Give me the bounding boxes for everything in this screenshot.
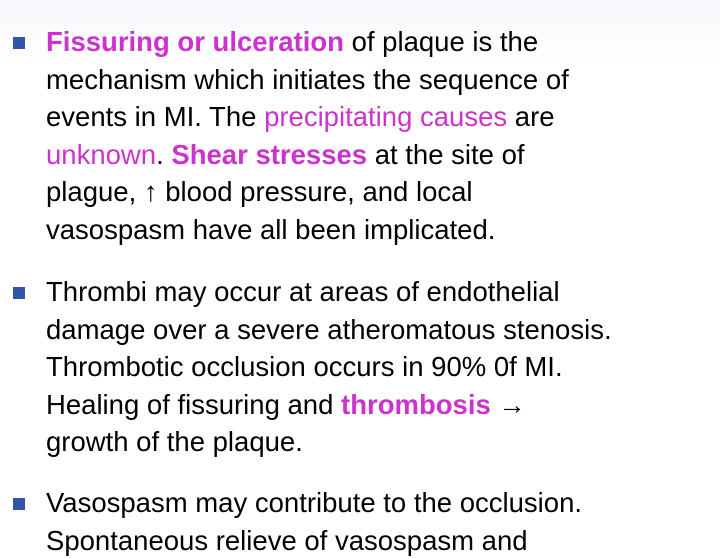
text-run: Thrombi may occur at areas of endothelial <box>46 276 560 307</box>
square-bullet-icon <box>13 287 25 299</box>
bullet-text <box>46 23 718 249</box>
text-run: → <box>490 388 526 420</box>
text-line <box>46 484 718 522</box>
highlighted-text: precipitating causes <box>264 101 508 133</box>
highlighted-text: Fissuring or ulceration <box>46 26 344 57</box>
text-run: at the site of <box>367 138 525 170</box>
text-run: damage over a severe atheromatous stenosis. <box>46 313 612 345</box>
text-run: mechanism which initiates the sequence of <box>46 63 569 95</box>
text-run: Spontaneous relieve of vasospasm and <box>46 524 528 556</box>
text-line <box>46 173 718 211</box>
highlighted-text: thrombosis <box>341 388 491 420</box>
text-line <box>46 386 718 424</box>
square-bullet-icon <box>13 37 25 49</box>
text-run: Vasospasm may contribute to the occlusion. <box>46 487 583 518</box>
text-line <box>46 423 718 461</box>
highlighted-text: Shear stresses <box>171 138 368 170</box>
text-line <box>46 348 718 386</box>
text-line <box>46 211 718 249</box>
text-line <box>46 61 718 99</box>
highlighted-text: unknown <box>46 138 157 170</box>
text-line <box>46 23 718 61</box>
square-bullet-icon <box>13 498 25 510</box>
text-line <box>46 311 718 349</box>
bullet-text <box>46 273 718 461</box>
text-run: Thrombotic occlusion occurs in 90% 0f MI. <box>46 351 563 383</box>
text-run: events in MI. The <box>46 101 265 133</box>
text-run: growth of the plaque. <box>46 426 303 458</box>
text-run: plague, ↑ blood pressure, and local <box>46 176 473 208</box>
text-line <box>46 98 718 136</box>
text-run: are <box>507 101 555 133</box>
text-line <box>46 136 718 174</box>
text-run: vasospasm have all been implicated. <box>46 213 496 245</box>
bullet-text <box>46 484 718 559</box>
text-line <box>46 522 718 559</box>
text-line <box>46 273 718 311</box>
text-run: Healing of fissuring and <box>46 388 342 420</box>
text-run: of plaque is the <box>343 26 539 57</box>
text-run: . <box>156 138 172 170</box>
